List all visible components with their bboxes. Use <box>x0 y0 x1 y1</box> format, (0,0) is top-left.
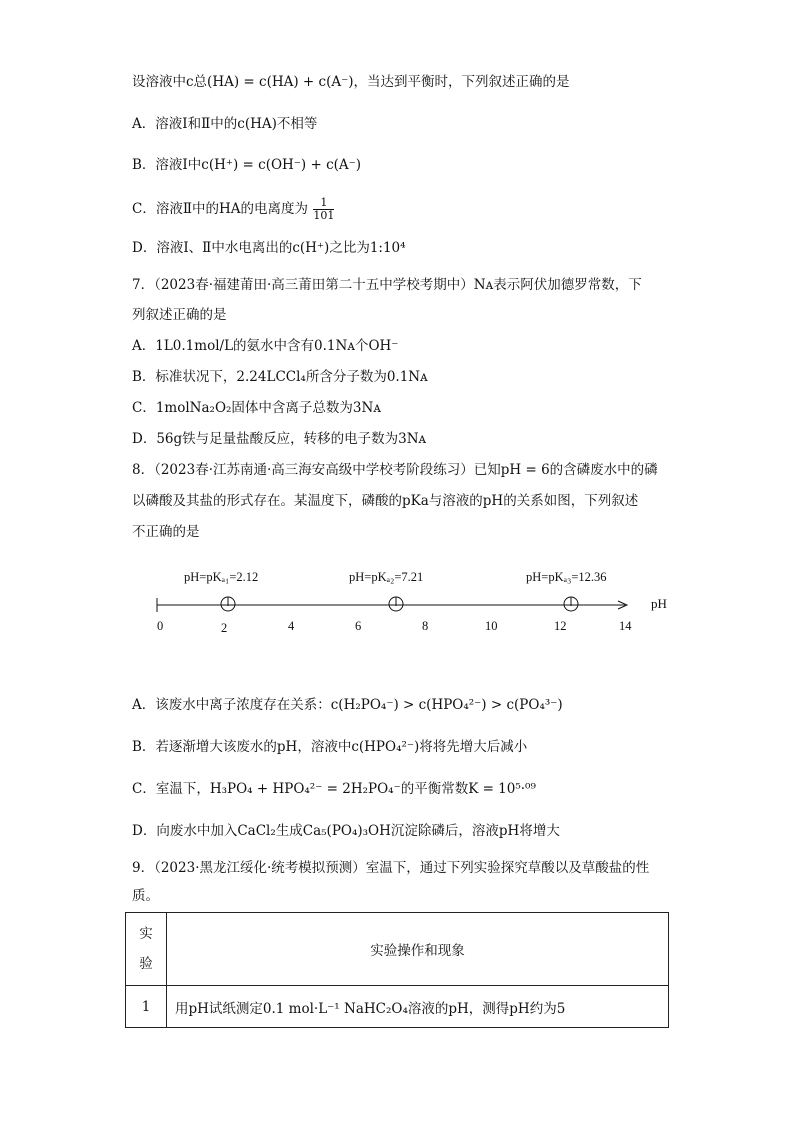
q9-stem-line2: 质。 <box>132 888 159 904</box>
ph-pka-figure <box>140 560 680 640</box>
row-id-cell: 1 <box>126 986 167 1028</box>
q8-option-a: A．该废水中离子浓度存在关系：c(H₂PO₄⁻) > c(HPO₄²⁻) > c(PO₄³⁻) <box>132 697 563 713</box>
q7-option-a: A．1L0.1mol/L的氨水中含有0.1Nᴀ个OH⁻ <box>132 338 399 354</box>
tick-label-10: 10 <box>485 619 498 633</box>
pka1-label: pH=pKₐ₁=2.12 <box>184 570 259 584</box>
table-header-row <box>126 913 669 986</box>
pka2-label: pH=pKₐ₂=7.21 <box>349 570 424 584</box>
q6-option-d: D．溶液Ⅰ、Ⅱ中水电离出的c(H⁺)之比为1:10⁴ <box>132 240 406 256</box>
experiment-table <box>125 912 669 1028</box>
header-experiment-char1: 实 <box>139 926 153 942</box>
axis-label-ph: pH <box>651 596 667 611</box>
tick-label-4: 4 <box>288 619 295 633</box>
tick-label-12: 12 <box>554 619 567 633</box>
q8-option-c: C．室温下，H₃PO₄ + HPO₄²⁻ = 2H₂PO₄⁻的平衡常数K = 10⁵·⁰⁹ <box>132 781 536 797</box>
q7-stem-line2: 列叙述正确的是 <box>132 307 227 323</box>
q7-option-d: D．56g铁与足量盐酸反应，转移的电子数为3Nᴀ <box>132 431 427 447</box>
fraction-numerator: 1 <box>313 197 334 210</box>
q6-option-b: B．溶液Ⅰ中c(H⁺) = c(OH⁻) + c(A⁻) <box>132 157 362 173</box>
q8-stem-line3: 不正确的是 <box>132 524 200 540</box>
q6-stem: 设溶液中c总(HA) = c(HA) + c(A⁻)，当达到平衡时，下列叙述正确的是 <box>132 74 570 90</box>
tick-label-2: 2 <box>221 621 228 635</box>
fraction-denominator: 101 <box>313 209 335 222</box>
q6-option-c <box>132 197 335 222</box>
tick-label-8: 8 <box>422 619 429 633</box>
q8-option-d: D．向废水中加入CaCl₂生成Ca₅(PO₄)₃OH沉淀除磷后，溶液pH将增大 <box>132 823 560 839</box>
table-row <box>126 986 669 1028</box>
q7-option-b: B．标准状况下，2.24LCCl₄所含分子数为0.1Nᴀ <box>132 369 428 385</box>
q9-stem-line1: 9．（2023·黑龙江绥化·统考模拟预测）室温下，通过下列实验探究草酸以及草酸盐的性 <box>132 860 650 876</box>
q6-option-c-text: C．溶液Ⅱ中的HA的电离度为 <box>132 201 309 217</box>
tick-label-6: 6 <box>355 619 362 633</box>
q8-stem-line2: 以磷酸及其盐的形式存在。某温度下，磷酸的pKa与溶液的pH的关系如图，下列叙述 <box>132 493 639 509</box>
q6-option-c-fraction <box>313 197 334 222</box>
row-text-cell: 用pH试纸测定0.1 mol·L⁻¹ NaHC₂O₄溶液的pH，测得pH约为5 <box>167 986 669 1028</box>
q8-option-b: B．若逐渐增大该废水的pH，溶液中c(HPO₄²⁻)将将先增大后减小 <box>132 739 528 755</box>
tick-label-0: 0 <box>157 619 164 633</box>
tick-label-14: 14 <box>619 619 632 633</box>
header-operation-cell: 实验操作和现象 <box>167 913 669 986</box>
pka3-label: pH=pKₐ₃=12.36 <box>526 570 607 584</box>
header-experiment-cell <box>126 913 167 986</box>
header-experiment-char2: 验 <box>139 956 153 972</box>
q8-stem-line1: 8．（2023春·江苏南通·高三海安高级中学校考阶段练习）已知pH = 6的含磷废水中的磷 <box>132 462 658 478</box>
q6-option-a: A．溶液Ⅰ和Ⅱ中的c(HA)不相等 <box>132 116 318 132</box>
q7-stem-line1: 7．（2023春·福建莆田·高三莆田第二十五中学校考期中）Nᴀ表示阿伏加德罗常数，下 <box>132 277 642 293</box>
q7-option-c: C．1molNa₂O₂固体中含离子总数为3Nᴀ <box>132 400 381 416</box>
